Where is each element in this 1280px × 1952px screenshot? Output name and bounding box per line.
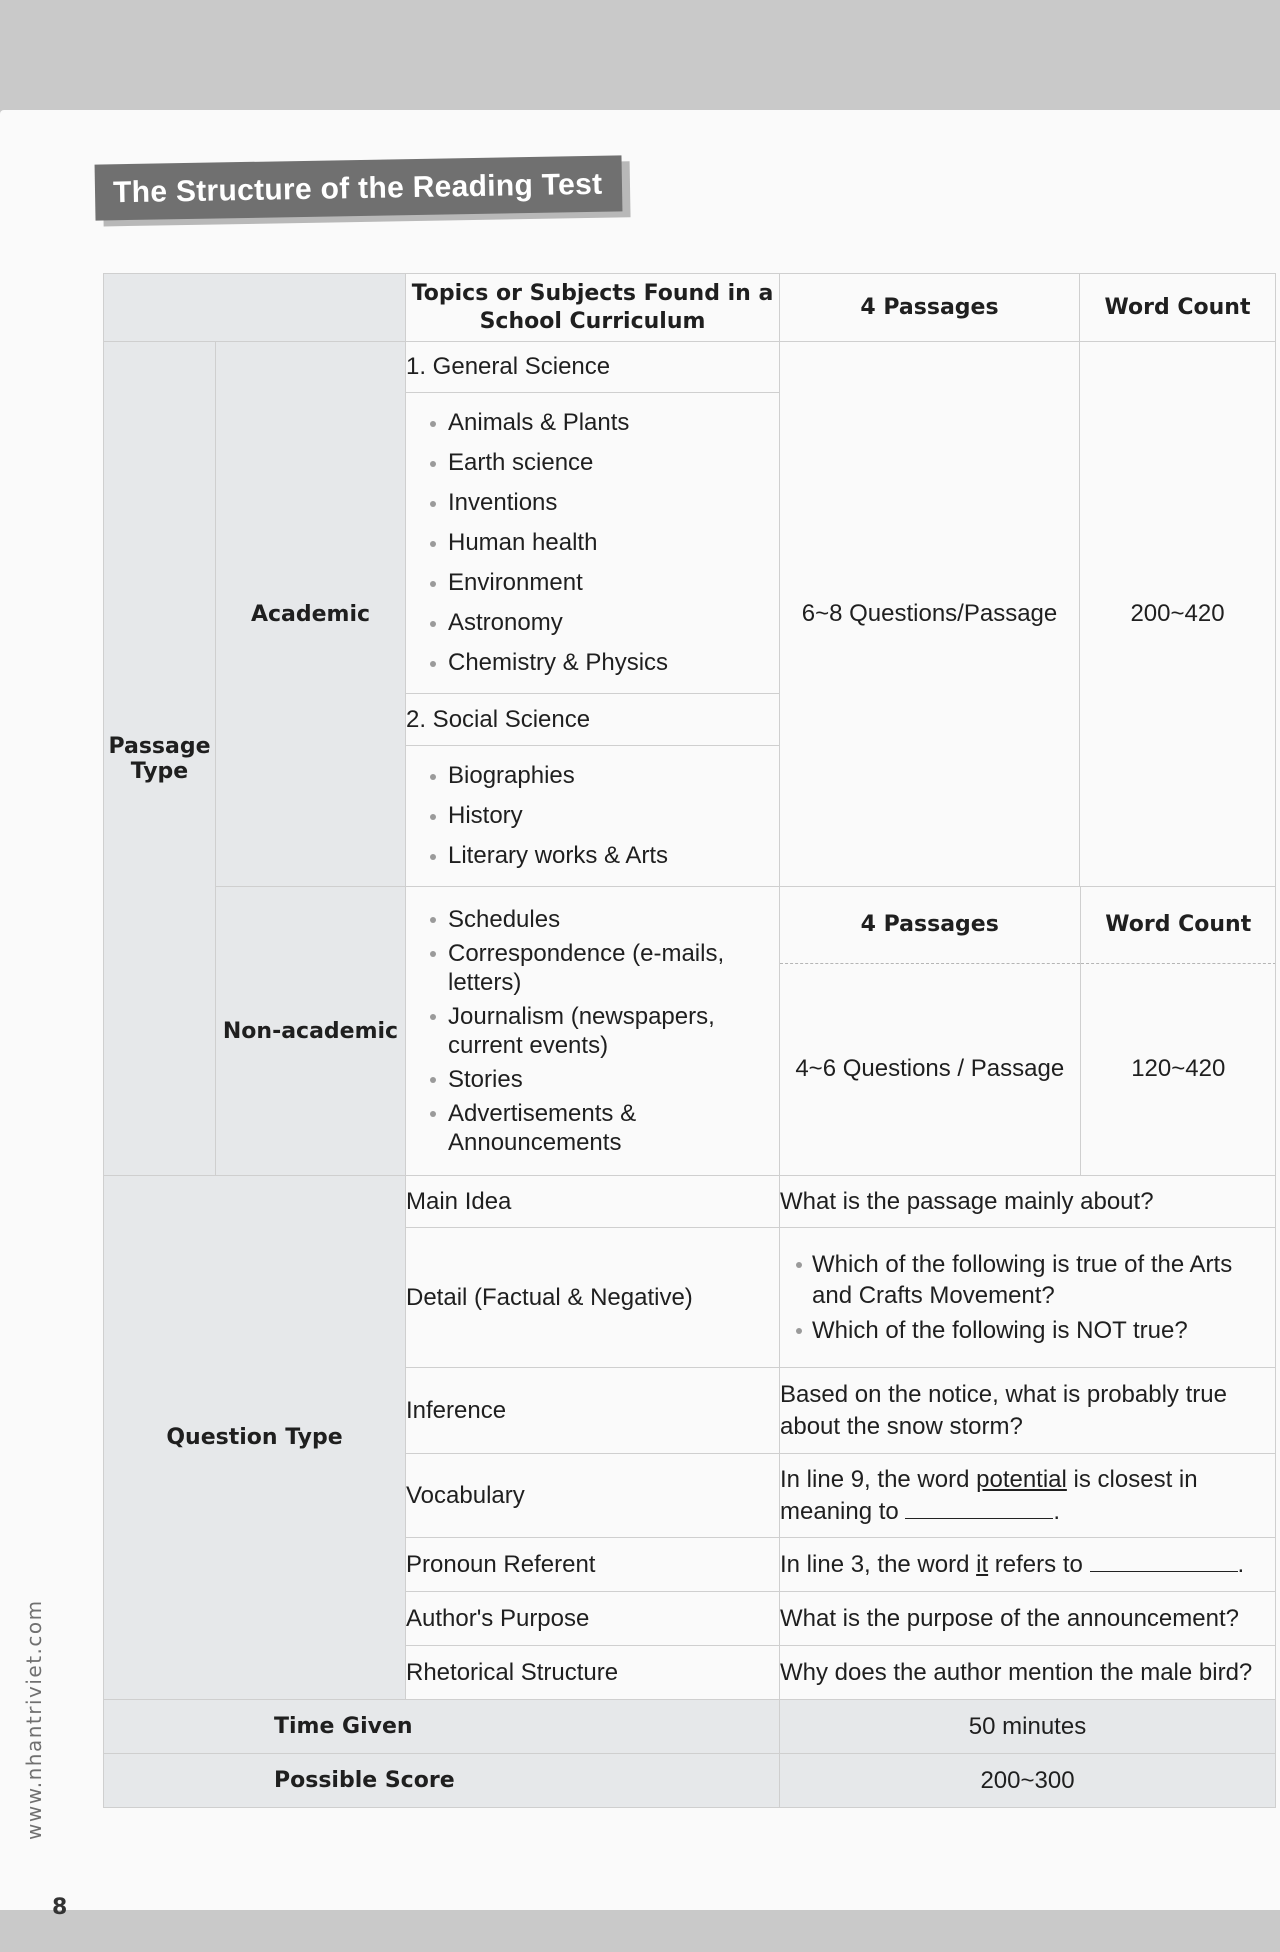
reading-test-structure-table <box>103 273 1276 1808</box>
question-example: In line 3, the word it refers to . <box>780 1538 1276 1592</box>
list-item: Environment <box>430 563 779 603</box>
non-academic-label: Non-academic <box>216 887 406 1176</box>
header-passages: 4 Passages <box>780 274 1080 342</box>
academic-label: Academic <box>216 342 406 887</box>
list-item: Astronomy <box>430 603 779 643</box>
header-topics: Topics or Subjects Found in a School Curriculum <box>406 274 780 342</box>
detail-example-list <box>780 1239 1275 1356</box>
passage-type-label: Passage Type <box>104 342 216 1176</box>
question-example-cell <box>780 1228 1276 1368</box>
list-item: Stories <box>430 1065 779 1094</box>
example-text: In line 3, the word <box>780 1550 970 1578</box>
general-science-heading: 1. General Science <box>406 342 780 393</box>
page-number: 8 <box>52 1895 68 1920</box>
time-given-label: Time Given <box>104 1700 780 1754</box>
section-title: The Structure of the Reading Test <box>95 155 623 220</box>
general-science-list <box>406 393 779 693</box>
list-item: Which of the following is NOT true? <box>796 1315 1275 1346</box>
non-academic-passages-header: 4 Passages <box>780 887 1080 963</box>
possible-score-label: Possible Score <box>104 1754 780 1808</box>
list-item: Correspondence (e-mails, letters) <box>430 939 779 997</box>
non-academic-word-count: 120~420 <box>1131 1055 1226 1083</box>
list-item: Schedules <box>430 905 779 934</box>
underlined-word: it <box>976 1550 989 1578</box>
question-example: Why does the author mention the male bird? <box>780 1646 1276 1700</box>
academic-word-count: 200~420 <box>1080 342 1276 887</box>
list-item: Earth science <box>430 443 779 483</box>
question-example: What is the purpose of the announcement? <box>780 1592 1276 1646</box>
social-science-list <box>406 746 779 886</box>
non-academic-list-cell <box>406 887 780 1176</box>
question-type-label: Question Type <box>104 1176 406 1700</box>
question-example: Based on the notice, what is probably true about the snow storm? <box>780 1368 1276 1454</box>
question-type-name: Author's Purpose <box>406 1592 780 1646</box>
list-item: Inventions <box>430 483 779 523</box>
list-item: Animals & Plants <box>430 403 779 443</box>
question-type-name: Vocabulary <box>406 1454 780 1538</box>
list-item: Which of the following is true of the Arts and Crafts Movement? <box>796 1249 1275 1311</box>
answer-blank <box>905 1498 1053 1519</box>
list-item: Literary works & Arts <box>430 836 779 876</box>
list-item: Advertisements & Announcements <box>430 1099 779 1157</box>
possible-score-value: 200~300 <box>780 1754 1276 1808</box>
list-item: Human health <box>430 523 779 563</box>
question-type-name: Detail (Factual & Negative) <box>406 1228 780 1368</box>
academic-questions: 6~8 Questions/Passage <box>780 342 1080 887</box>
underlined-word: potential <box>976 1465 1067 1493</box>
non-academic-info-table <box>780 887 1276 1175</box>
question-type-name: Rhetorical Structure <box>406 1646 780 1700</box>
header-word-count: Word Count <box>1080 274 1276 342</box>
social-science-heading: 2. Social Science <box>406 694 780 746</box>
example-text: is closest in meaning to <box>780 1465 1198 1525</box>
list-item: Journalism (newspapers, current events) <box>430 1002 779 1060</box>
website-url: www.nhantriviet.com <box>22 1599 46 1840</box>
non-academic-info-cell <box>780 887 1276 1176</box>
answer-blank <box>1090 1551 1238 1572</box>
list-item: Chemistry & Physics <box>430 643 779 683</box>
question-example: In line 9, the word potential is closest in meaning to . <box>780 1454 1276 1538</box>
question-example: What is the passage mainly about? <box>780 1176 1276 1228</box>
question-type-name: Inference <box>406 1368 780 1454</box>
general-science-list-cell <box>406 393 780 694</box>
social-science-list-cell <box>406 746 780 887</box>
non-academic-list <box>406 890 779 1172</box>
time-given-value: 50 minutes <box>780 1700 1276 1754</box>
example-text: refers to <box>994 1550 1083 1578</box>
non-academic-questions: 4~6 Questions / Passage <box>780 963 1080 1175</box>
question-type-name: Main Idea <box>406 1176 780 1228</box>
list-item: History <box>430 796 779 836</box>
question-type-name: Pronoun Referent <box>406 1538 780 1592</box>
example-text: In line 9, the word <box>780 1465 970 1493</box>
list-item: Biographies <box>430 756 779 796</box>
non-academic-word-count-header: Word Count <box>1080 887 1276 963</box>
